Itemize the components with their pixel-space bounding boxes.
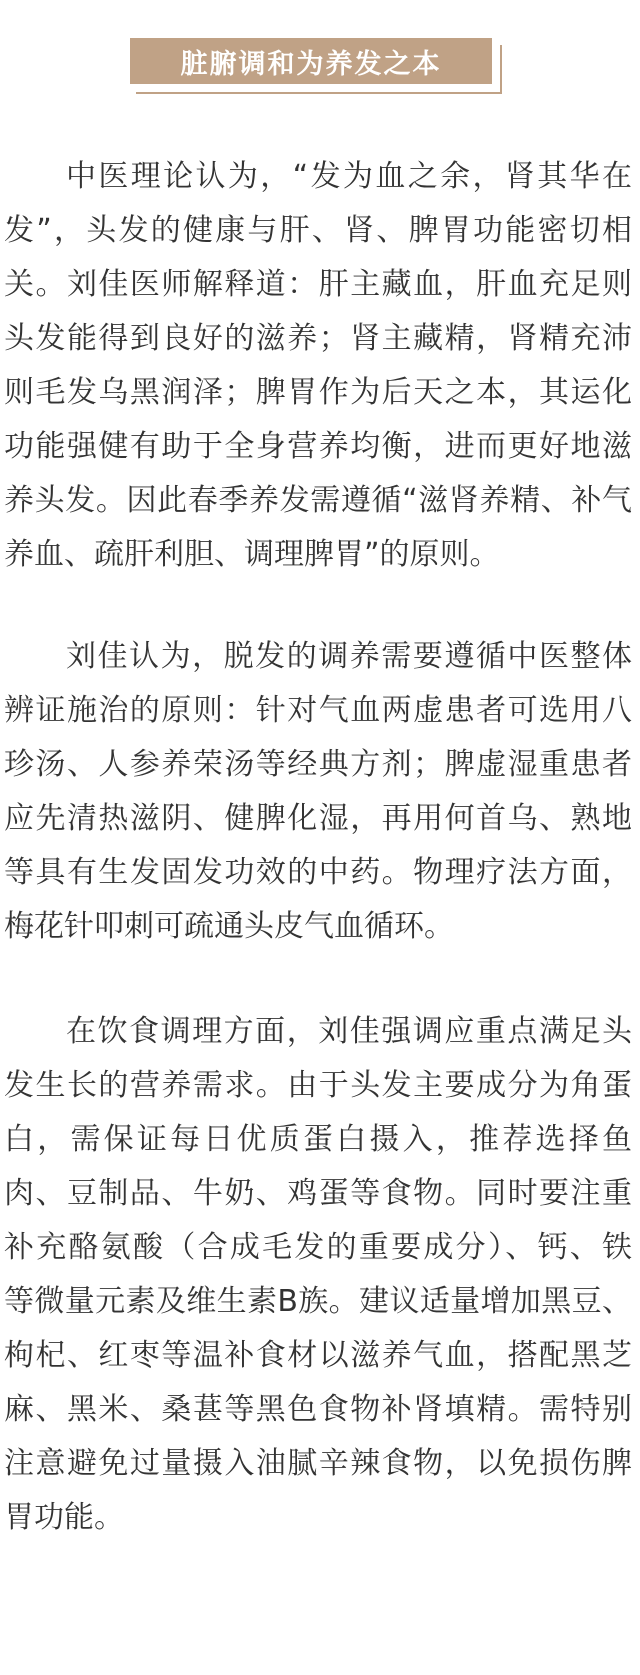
paragraph-line: 头发能得到良好的滋养；肾主藏精，肾精充沛 <box>4 321 632 356</box>
paragraph-tcm-theory <box>0 150 640 582</box>
paragraph-line: 注意避免过量摄入油腻辛辣食物，以免损伤脾 <box>4 1446 632 1481</box>
paragraph-line: 白，需保证每日优质蛋白摄入，推荐选择鱼 <box>4 1122 632 1157</box>
paragraph-line: 补充酪氨酸（合成毛发的重要成分）、钙、铁 <box>4 1230 632 1265</box>
paragraph-line: 辨证施治的原则：针对气血两虚患者可选用八 <box>4 693 632 728</box>
paragraph-line: 功能强健有助于全身营养均衡，进而更好地滋 <box>4 429 632 464</box>
paragraph-line: 麻、黑米、桑葚等黑色食物补肾填精。需特别 <box>4 1392 632 1427</box>
title-frame-right-border <box>500 45 502 94</box>
paragraph-line: 应先清热滋阴、健脾化湿，再用何首乌、熟地 <box>4 801 632 836</box>
paragraph-line: 枸杞、红枣等温补食材以滋养气血，搭配黑芝 <box>4 1338 632 1373</box>
paragraph-line: 等微量元素及维生素B族。建议适量增加黑豆、 <box>4 1284 632 1319</box>
paragraph-diet <box>0 1005 640 1545</box>
paragraph-line: 养头发。因此春季养发需遵循“滋肾养精、补气 <box>4 483 632 518</box>
paragraph-line: 中医理论认为，“发为血之余，肾其华在 <box>66 159 632 194</box>
section-title: 脏腑调和为养发之本 <box>180 48 442 80</box>
paragraph-line: 养血、疏肝利胆、调理脾胃”的原则。 <box>4 537 500 572</box>
paragraph-line: 发”，头发的健康与肝、肾、脾胃功能密切相 <box>4 213 632 248</box>
paragraph-treatment <box>0 630 640 954</box>
paragraph-line: 关。刘佳医师解释道：肝主藏血，肝血充足则 <box>4 267 632 302</box>
section-header <box>130 38 504 94</box>
paragraph-line: 在饮食调理方面，刘佳强调应重点满足头 <box>66 1014 632 1049</box>
paragraph-line: 则毛发乌黑润泽；脾胃作为后天之本，其运化 <box>4 375 632 410</box>
paragraph-line: 珍汤、人参养荣汤等经典方剂；脾虚湿重患者 <box>4 747 632 782</box>
section-title-box <box>130 38 492 84</box>
paragraph-line: 发生长的营养需求。由于头发主要成分为角蛋 <box>4 1068 632 1103</box>
paragraph-line: 肉、豆制品、牛奶、鸡蛋等食物。同时要注重 <box>4 1176 632 1211</box>
title-frame-bottom-border <box>136 92 502 94</box>
paragraph-line: 梅花针叩刺可疏通头皮气血循环。 <box>4 909 454 944</box>
paragraph-line: 刘佳认为，脱发的调养需要遵循中医整体 <box>66 639 632 674</box>
paragraph-line: 等具有生发固发功效的中药。物理疗法方面， <box>4 855 632 890</box>
paragraph-line: 胃功能。 <box>4 1500 124 1535</box>
